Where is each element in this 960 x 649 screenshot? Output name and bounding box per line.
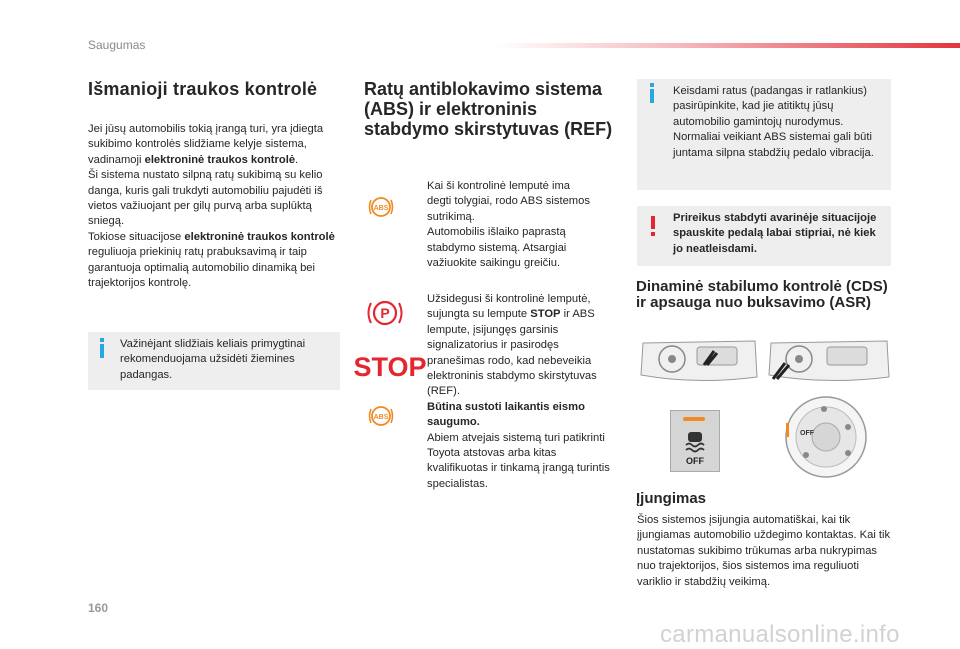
section-label: Saugumas: [88, 38, 146, 52]
svg-text:OFF: OFF: [800, 430, 814, 437]
ref-paragraph-2: Abiem atvejais sistemą turi patikrinti Toyota atstovas arba kitas kvalifikuotas ir tinkamą įrangą turintis specialistas.: [427, 431, 610, 490]
traction-paragraph-1: Jei jūsų automobilis tokią įrangą turi, yra įdiegta sukibimo kontrolės slidžiame kelyje sistema, vadinamoji elektroninė traukos kontrolė.: [88, 123, 324, 166]
emergency-braking-warning-text: Prireikus stabdyti avarinėje situacijoje spauskite pedalą labai stipriai, nė kiek jo neatleisdami.: [673, 212, 877, 255]
brake-p-warning-lamp-icon: [364, 296, 406, 330]
ref-paragraph-bold: Būtina sustoti laikantis eismo saugumo.: [427, 400, 585, 429]
dashboard-location-illustration: [637, 335, 892, 387]
ref-lamp-description: [427, 292, 610, 492]
traction-control-body: [88, 122, 343, 291]
header-divider: [495, 43, 960, 48]
winter-tyres-info-text: Važinėjant slidžiais keliais primygtinai rekomenduojama užsidėti žiemines padangas.: [120, 338, 306, 381]
svg-text:P: P: [380, 305, 390, 321]
wheels-info-text: Keisdami ratus (padangas ir ratlankius) pasirūpinkite, kad jie atitiktų jūsų automobilio gamintojų nurodymus. Normaliai veikiant ABS sistemai gali būti juntama silpna stabdžių pedalo vibracija.: [673, 85, 874, 159]
wheels-info-box: [637, 79, 891, 190]
svg-text:ABS: ABS: [373, 205, 389, 212]
info-icon: [650, 89, 654, 103]
ref-paragraph-1: Užsidegusi ši kontrolinė lemputė, sujungta su lempute STOP ir ABS lempute, įsijungęs garsinis signalizatorius ir pasirodęs pranešimas rodo, kad nebeveikia elektroninis stabdymo skirstytuvas (REF).: [427, 293, 597, 398]
svg-text:STOP: STOP: [353, 352, 427, 382]
traction-paragraph-3: Tokiose situacijose elektroninė traukos kontrolė reguliuoja priekinių ratų prabuksavimą ir taip garantuoja optimalią automobilio dinamiką bei trajektorijos kontrolę.: [88, 230, 335, 290]
winter-tyres-info-box: [88, 332, 340, 390]
esp-off-button[interactable]: [670, 410, 720, 472]
emergency-braking-warning-box: [637, 206, 891, 266]
abs-warning-lamp-icon: [367, 193, 395, 221]
page-number: 160: [88, 601, 109, 615]
activation-title: Įjungimas: [636, 490, 707, 507]
off-label: OFF: [686, 456, 704, 466]
activation-text: Šios sistemos įsijungia automatiškai, kai tik įjungiamas automobilio uždegimo kontaktas. Kai tik nustatomas sukibimo trūkumas arba nukrypimas nuo trajektorijos, šios sistemos ima reguliuoti variklio ir stabdžių veikimą.: [637, 514, 891, 588]
traction-control-title: Išmanioji traukos kontrolė: [88, 79, 318, 99]
abs-ref-title: Ratų antiblokavimo sistema (ABS) ir elektroninis stabdymo skirstytuvas (REF): [364, 79, 613, 139]
rotary-traction-selector-icon[interactable]: [784, 393, 868, 481]
button-indicator-led: [683, 417, 705, 421]
svg-text:ABS: ABS: [373, 414, 389, 421]
info-icon: [100, 344, 104, 358]
abs-warning-lamp-icon-2: [367, 402, 395, 430]
skidding-car-icon: [681, 429, 709, 455]
stop-warning-lamp-icon: [353, 350, 427, 382]
watermark: carmanualsonline.info: [660, 621, 900, 648]
exclamation-icon: [651, 216, 655, 229]
traction-paragraph-2: Ši sistema nustato silpną ratų sukibimą su kelio danga, kuris gali trukdyti automobiliu pajudėti iš vietos važiuojant per gilų purvą arba suplūktą sniegą.: [88, 169, 323, 228]
dynamic-stability-title: Dinaminė stabilumo kontrolė (CDS) ir apsauga nuo buksavimo (ASR): [636, 278, 888, 311]
abs-lamp-description: Kai ši kontrolinė lemputė ima degti tolygiai, rodo ABS sistemos sutrikimą. Automobilis išlaiko paprastą stabdymo sistemą. Atsargiai važiuokite saikingu greičiu.: [427, 180, 590, 270]
